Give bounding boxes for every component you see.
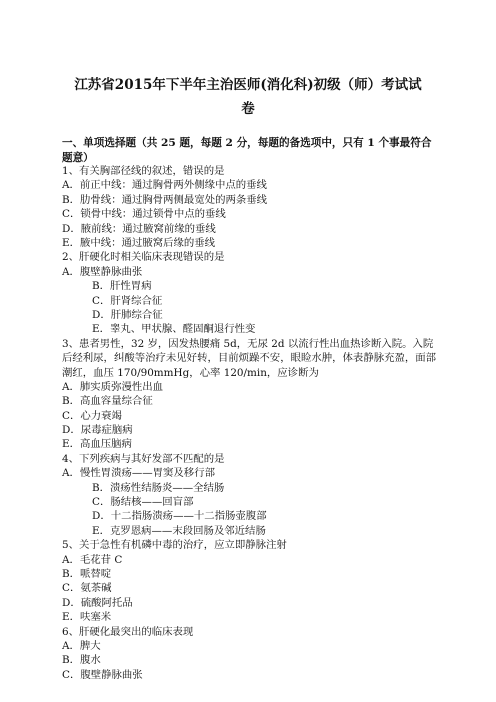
- answer-option: A．前正中线：通过胸骨两外侧缘中点的垂线: [62, 179, 267, 192]
- answer-option: A．脾大: [62, 639, 101, 652]
- answer-option: B．溃疡性结肠炎——全结肠: [92, 481, 225, 494]
- question-stem: 5、关于急性有机磷中毒的治疗，应立即静脉注射: [62, 539, 287, 552]
- title-line-2: 卷: [241, 101, 255, 117]
- answer-option: B．肝性胃病: [92, 280, 152, 293]
- answer-option: B．肋骨线：通过胸骨两侧最宽处的两条垂线: [62, 193, 268, 206]
- answer-option: C．肝肾综合征: [92, 294, 163, 307]
- answer-option: C．氨茶碱: [62, 582, 112, 595]
- section-heading: 一、单项选择题（共 25 题，每题 2 分，每题的备选项中，只有 1 个事最符合题意）: [62, 137, 432, 164]
- answer-option: D．腋前线：通过腋窝前缘的垂线: [62, 222, 216, 235]
- answer-option: E．腋中线：通过腋窝后缘的垂线: [62, 236, 216, 249]
- question-list: [62, 164, 442, 682]
- question-stem: 2、肝硬化时相关临床表现错误的是: [62, 251, 225, 264]
- answer-option: D．十二指肠溃疡——十二指肠壶腹部: [92, 510, 267, 523]
- document-title: [60, 73, 436, 121]
- answer-option: E．呋塞米: [62, 611, 112, 624]
- answer-option: C．腹壁静脉曲张: [62, 668, 143, 681]
- answer-option: D．硫酸阿托品: [62, 596, 133, 609]
- title-line-1: 江苏省2015年下半年主治医师(消化科)初级（师）考试试: [74, 77, 422, 93]
- answer-option: D．尿毒症脑病: [62, 424, 133, 437]
- answer-option: D．肝肺综合征: [92, 308, 163, 321]
- answer-option: B．哌替啶: [62, 567, 112, 580]
- answer-option: C．心力衰竭: [62, 409, 122, 422]
- answer-option: E．克罗恩病——末段回肠及邻近结肠: [92, 524, 266, 537]
- answer-option: E．高血压脑病: [62, 438, 132, 451]
- answer-option: C．肠结核——回盲部: [92, 496, 194, 509]
- question-stem: 4、下列疾病与其好发部不匹配的是: [62, 452, 225, 465]
- answer-option: A．腹壁静脉曲张: [62, 265, 143, 278]
- answer-option: E．睾丸、甲状腺、醛固酮退行性变: [92, 323, 256, 336]
- answer-option: B．高血容量综合征: [62, 395, 153, 408]
- answer-option: A．慢性胃溃疡——胃窦及移行部: [62, 467, 215, 480]
- question-stem: 3、患者男性，32 岁，因发热腰痛 5d，无尿 2d 以流行性出血热诊断入院。入院后经利尿，纠酸等治疗未见好转，目前烦躁不安，眼睑水肿，体表静脉充盈，面部潮红，血压 170/90mmHg，心率 120/min，应诊断为: [62, 337, 437, 379]
- question-stem: 6、肝硬化最突出的临床表现: [62, 625, 194, 638]
- answer-option: A．肺实质弥漫性出血: [62, 380, 164, 393]
- answer-option: C．锁骨中线：通过锁骨中点的垂线: [62, 208, 226, 221]
- answer-option: A．毛花苷 C: [62, 553, 123, 566]
- answer-option: B．腹水: [62, 654, 101, 667]
- question-stem: 1、有关胸部径线的叙述，错误的是: [62, 165, 225, 177]
